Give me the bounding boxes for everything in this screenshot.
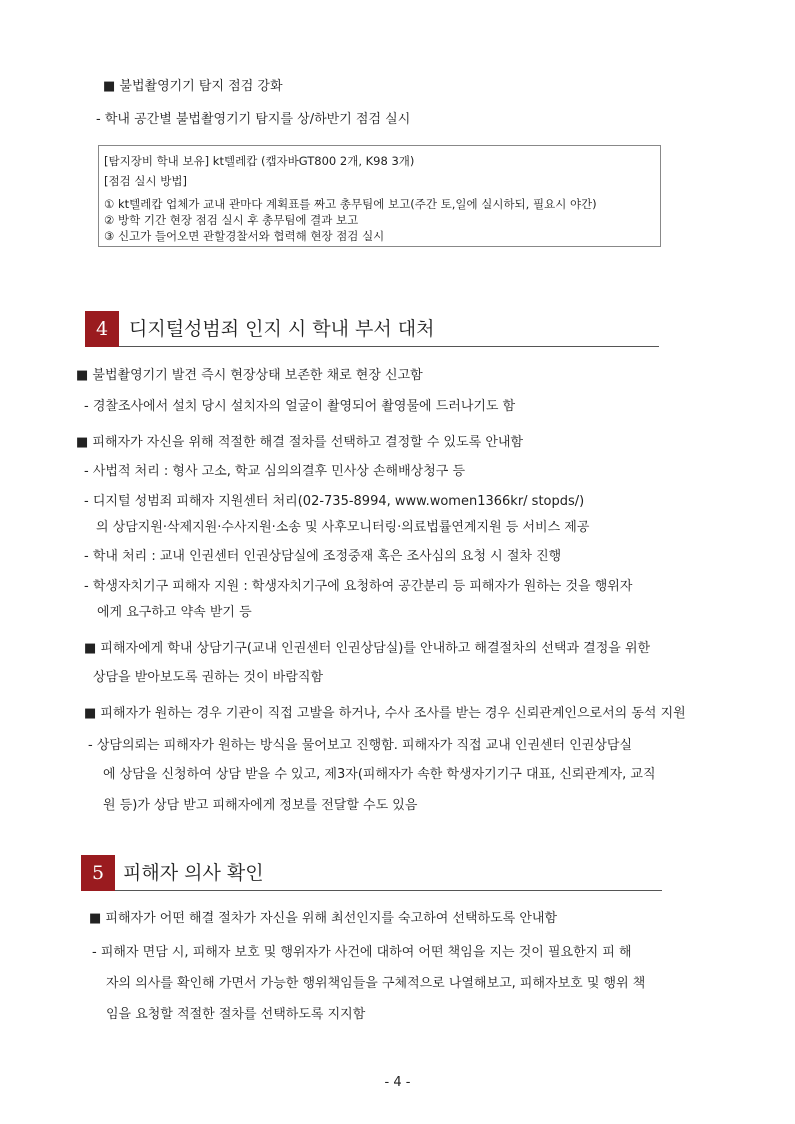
list-item: 임을 요청할 적절한 절차를 선택하도록 지지함 <box>106 1007 366 1022</box>
list-item: 상담을 받아보도록 권하는 것이 바람직함 <box>93 670 324 685</box>
list-item: ■ 피해자가 어떤 해결 절차가 자신을 위해 최선인지를 숙고하여 선택하도록 안내함 <box>89 911 558 926</box>
box-line: ① kt텔레캅 업체가 교내 관마다 계획표를 짜고 총무팀에 보고(주간 토,일에 실시하되, 필요시 야간) <box>104 197 597 211</box>
page-number: - 4 - <box>384 1075 411 1090</box>
section-number: 4 <box>85 311 119 347</box>
list-item: - 학내 처리 : 교내 인권센터 인권상담실에 조정중재 혹은 조사심의 요청 시 절차 진행 <box>84 549 562 564</box>
section-number: 5 <box>81 855 115 891</box>
intro-dash: - 학내 공간별 불법촬영기기 탐지를 상/하반기 점검 실시 <box>96 112 411 127</box>
inspection-info-box <box>98 145 661 247</box>
section-rule <box>119 346 659 347</box>
list-item: - 피해자 면담 시, 피해자 보호 및 행위자가 사건에 대하여 어떤 책임을 지는 것이 필요한지 피 해 <box>92 945 632 960</box>
list-item: 에 상담을 신청하여 상담 받을 수 있고, 제3자(피해자가 속한 학생자기기구 대표, 신뢰관계자, 교직 <box>103 767 656 782</box>
list-item: 원 등)가 상담 받고 피해자에게 정보를 전달할 수도 있음 <box>103 798 418 813</box>
list-item: 자의 의사를 확인해 가면서 가능한 행위책임들을 구체적으로 나열해보고, 피해자보호 및 행위 책 <box>106 976 646 991</box>
list-item: - 사법적 처리 : 형사 고소, 학교 심의의결후 민사상 손해배상청구 등 <box>84 464 466 479</box>
list-item: 의 상담지원·삭제지원·수사지원·소송 및 사후모니터링·의료법률연계지원 등 서비스 제공 <box>96 520 590 535</box>
section-5-header <box>81 855 662 891</box>
box-line: ② 방학 기간 현장 점검 실시 후 총무팀에 결과 보고 <box>104 213 359 227</box>
list-item: - 학생자치기구 피해자 지원 : 학생자치기구에 요청하여 공간분리 등 피해자가 원하는 것을 행위자 <box>84 579 633 594</box>
intro-bullet: ■ 불법촬영기기 탐지 점검 강화 <box>103 79 283 94</box>
section-title: 피해자 의사 확인 <box>123 862 264 884</box>
section-4-header <box>85 311 659 347</box>
list-item: ■ 피해자가 원하는 경우 기관이 직접 고발을 하거나, 수사 조사를 받는 경우 신뢰관계인으로서의 동석 지원 <box>84 706 686 721</box>
section-rule <box>115 890 662 891</box>
list-item: - 디지털 성범죄 피해자 지원센터 처리(02-735-8994, www.women1366kr/ stopds/) <box>84 494 585 509</box>
box-line: [탐지장비 학내 보유] kt텔레캅 (캡자바GT800 2개, K98 3개) <box>104 154 415 168</box>
list-item: ■ 피해자에게 학내 상담기구(교내 인권센터 인권상담실)를 안내하고 해결절차의 선택과 결정을 위한 <box>84 641 651 656</box>
list-item: - 상담의뢰는 피해자가 원하는 방식을 물어보고 진행함. 피해자가 직접 교내 인권센터 인권상담실 <box>88 738 633 753</box>
box-line: ③ 신고가 들어오면 관할경찰서와 협력해 현장 점검 실시 <box>104 229 385 243</box>
section-title: 디지털성범죄 인지 시 학내 부서 대처 <box>129 318 435 340</box>
list-item: - 경찰조사에서 설치 당시 설치자의 얼굴이 촬영되어 촬영물에 드러나기도 함 <box>84 399 516 414</box>
list-item: 에게 요구하고 약속 받기 등 <box>97 605 252 620</box>
list-item: ■ 불법촬영기기 발견 즉시 현장상태 보존한 채로 현장 신고함 <box>76 368 423 383</box>
box-line: [점검 실시 방법] <box>104 174 187 188</box>
list-item: ■ 피해자가 자신을 위해 적절한 해결 절차를 선택하고 결정할 수 있도록 안내함 <box>76 435 524 450</box>
